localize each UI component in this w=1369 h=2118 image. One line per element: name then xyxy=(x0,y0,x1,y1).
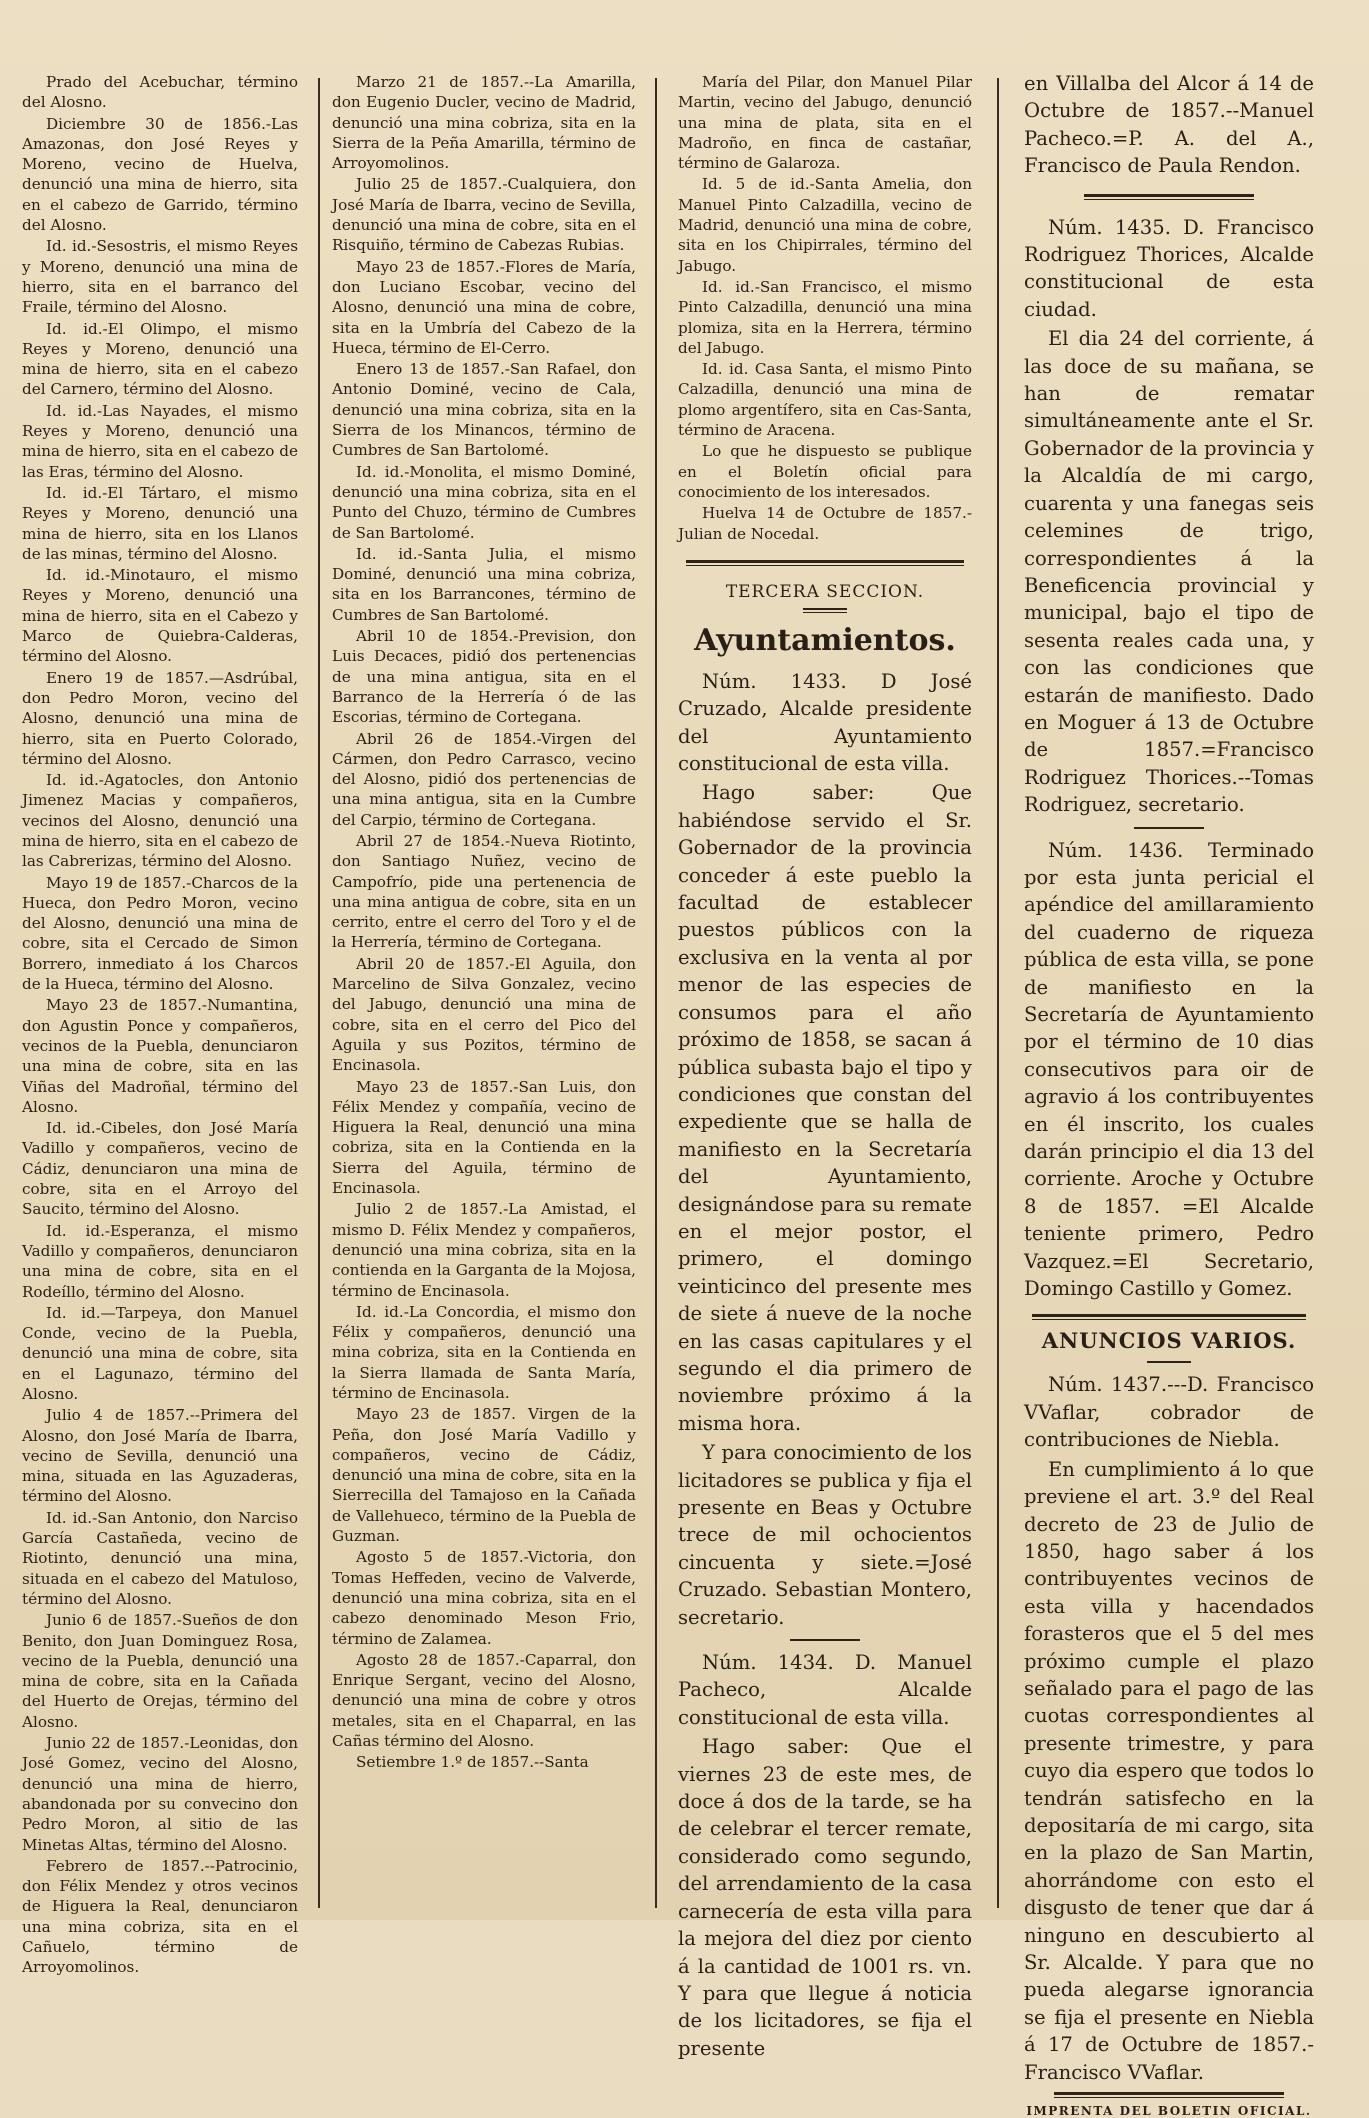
mine-entry: Id. id.-Sesostris, el mismo Reyes y Moreno, denunció una mina de hierro, sita en el barranco del Fraile, término del Alosno. xyxy=(22,237,298,317)
mine-entry: Julio 2 de 1857.-La Amistad, el mismo D. Félix Mendez y compañeros, denunció una mina cobriza, sita en la contienda en la Garganta de la Mojosa, término de Encinasola. xyxy=(332,1200,636,1300)
column-4 xyxy=(1024,70,1314,2118)
divider xyxy=(803,608,847,613)
notice-paragraph: Hago saber: Que habiéndose servido el Sr. Gobernador de la provincia conceder á este pueblo la facultad de establecer puestos públicos con la exclusiva en la venta al por menor de las especies de consumos para el año próximo de 1858, se sacan á pública subasta bajo el tipo y condiciones que constan del expediente que se halla de manifiesto en la Secretaría del Ayuntamiento, designándose para su remate en el mejor postor, el primero, el domingo veinticinco del presente mes de siete á nueve de la noche en las casas capitulares y el segundo el dia primero de noviembre próximo á la misma hora. xyxy=(678,781,972,1435)
notice-paragraph: en Villalba del Alcor á 14 de Octubre de 1857.--Manuel Pacheco.=P. A. del A., Francisco de Paula Rendon. xyxy=(1024,72,1314,178)
mine-entry: Mayo 23 de 1857.-Numantina, don Agustin Ponce y compañeros, vecinos de la Puebla, denunciaron una mina de cobre, sita en las Viñas del Madroñal, término del Alosno. xyxy=(22,996,298,1116)
section-divider xyxy=(1032,1314,1306,1320)
mine-entry: Setiembre 1.º de 1857.--Santa xyxy=(356,1753,589,1772)
mine-entry: Id. id.-Agatocles, don Antonio Jimenez Macias y compañeros, vecinos del Alosno, denunció una mina de hierro, sita en el cabezo de las Cabrerizas, término del Alosno. xyxy=(22,771,298,871)
mine-entry: Id. id.-Las Nayades, el mismo Reyes y Moreno, denunció una mina de hierro, sita en el cabezo de las Eras, término del Alosno. xyxy=(22,401,298,481)
column-divider xyxy=(655,78,657,1908)
notice-paragraph: Hago saber: Que el viernes 23 de este mes, de doce á dos de la tarde, se ha de celebrar el tercer remate, considerado como segundo, del arrendamiento de la casa carnecería de esta villa para la mejora del diez por ciento á la cantidad de 1001 rs. vn. Y para que llegue á noticia de los licitadores, se fija el presente xyxy=(678,1735,972,2060)
anuncios-heading: ANUNCIOS VARIOS. xyxy=(1041,1328,1297,1354)
notice-paragraph: Núm. 1436. Terminado por esta junta pericial el apéndice del amillaramiento del cuaderno de riqueza pública de esta villa, se pone de manifiesto en la Secretaría de Ayuntamiento por el término de 10 dias consecutivos para oir de agravio á los contribuyentes en él inscrito, los cuales darán principio el dia 13 del corriente. Aroche y Octubre 8 de 1857. =El Alcalde teniente primero, Pedro Vazquez.=El Secretario, Domingo Castillo y Gomez. xyxy=(1024,838,1314,1301)
mine-entry: Abril 27 de 1854.-Nueva Riotinto, don Santiago Nuñez, vecino de Campofrío, pide una pertenencia de una mina antigua de cobre, sita en un cerrito, entre el cerro del Toro y el de la Herrería, término de Cortegana. xyxy=(332,831,636,952)
divider xyxy=(1134,827,1204,829)
column-3 xyxy=(678,72,972,2060)
column-1 xyxy=(22,72,298,1977)
mine-entry: Enero 19 de 1857.—Asdrúbal, don Pedro Moron, vecino del Alosno, denunció una mina de hierro, sita en Puerto Colorado, término del Alosno. xyxy=(22,668,298,768)
mine-entry: Julio 25 de 1857.-Cualquiera, don José María de Ibarra, vecino de Sevilla, denunció una mina de cobre, sita en el Risquiño, término de Cabezas Rubias. xyxy=(332,175,636,255)
mine-entry: Id. id.-Esperanza, el mismo Vadillo y compañeros, denunciaron una mina de cobre, sita en el Rodeíllo, término del Alosno. xyxy=(22,1221,298,1301)
mine-entry: Mayo 19 de 1857.-Charcos de la Hueca, don Pedro Moron, vecino del Alosno, denunció una mina de cobre, sita el Cercado de Simon Borrero, inmediato á los Charcos de la Hueca, término del Alosno. xyxy=(22,873,298,994)
divider xyxy=(790,1639,860,1641)
mine-entry: Id. id. Casa Santa, el mismo Pinto Calzadilla, denunció una mina de plomo argentífero, sita en Cas-Santa, término de Aracena. xyxy=(678,360,972,440)
notice-paragraph: Núm. 1433. D José Cruzado, Alcalde presidente del Ayuntamiento constitucional de esta villa. xyxy=(678,669,972,776)
mine-entry: Abril 20 de 1857.-El Aguila, don Marcelino de Silva Gonzalez, vecino del Jabugo, denunció una mina de cobre, sita en el cerro del Pico del Aguila y sus Pozitos, término de Encinasola. xyxy=(332,954,636,1075)
mine-entry: Id. 5 de id.-Santa Amelia, don Manuel Pinto Calzadilla, vecino de Madrid, denunció una mina de cobre, sita en los Chipirrales, término del Jabugo. xyxy=(678,175,972,275)
mine-entry: Id. id.-El Olimpo, el mismo Reyes y Moreno, denunció una mina de hierro, sita en el cabezo del Carnero, término del Alosno. xyxy=(22,319,298,399)
mine-entry: Id. id.—Tarpeya, don Manuel Conde, vecino de la Puebla, denunció una mina de cobre, sita en el Lagunazo, término del Alosno. xyxy=(22,1303,298,1403)
section-divider xyxy=(1084,194,1254,200)
section-title: TERCERA SECCION. xyxy=(725,581,925,602)
mine-entry: Id. id.-Santa Julia, el mismo Dominé, denunció una mina cobriza, sita en los Barrancones, término de Cumbres de San Bartolomé. xyxy=(332,544,636,624)
mine-entry: Prado del Acebuchar, término del Alosno. xyxy=(22,73,298,112)
mine-entry: Abril 10 de 1854.-Prevision, don Luis Decaces, pidió dos pertenencias de una mina antigua, sita en el Barranco de la Herrería ó de las Escorias, término de Cortegana. xyxy=(332,627,636,727)
notice-paragraph: Núm. 1437.---D. Francisco VVaflar, cobrador de contribuciones de Niebla. xyxy=(1024,1373,1314,1452)
notice-paragraph: Núm. 1434. D. Manuel Pacheco, Alcalde constitucional de esta villa. xyxy=(678,1651,972,1729)
mine-entry: Diciembre 30 de 1856.-Las Amazonas, don José Reyes y Moreno, vecino de Huelva, denunció una mina de hierro, sita en el cabezo de Garrido, término del Alosno. xyxy=(22,114,298,235)
mine-entry: Julio 4 de 1857.--Primera del Alosno, don José María de Ibarra, vecino de Sevilla, denunció una mina, situada en las Aguzaderas, término del Alosno. xyxy=(22,1406,298,1506)
mine-entry: Mayo 23 de 1857.-San Luis, don Félix Mendez y compañía, vecino de Higuera la Real, denunció una mina cobriza, sita en la Contienda en la Sierra del Aguila, término de Encinasola. xyxy=(332,1077,636,1198)
mine-entry: Id. id.-La Concordia, el mismo don Félix y compañeros, denunció una mina cobriza, sita en la Contienda en la Sierra llamada de Santa María, término de Encinasola. xyxy=(332,1302,636,1402)
mine-entry: Marzo 21 de 1857.--La Amarilla, don Eugenio Ducler, vecino de Madrid, denunció una mina cobriza, sita en la Sierra de la Peña Amarilla, término de Arroyomolinos. xyxy=(332,73,636,173)
notice-paragraph: Y para conocimiento de los licitadores se publica y fija el presente en Beas y Octubre trece de mil ochocientos cincuenta y siete.=José Cruzado. Sebastian Montero, secretario. xyxy=(678,1441,972,1629)
mine-entry: Id. id.-El Tártaro, el mismo Reyes y Moreno, denunció una mina de hierro, sita en los Llanos de las minas, término del Alosno. xyxy=(22,483,298,563)
mine-entry: María del Pilar, don Manuel Pilar Martin, vecino del Jabugo, denunció una mina de plata, sita en el Madroño, en finca de castañar, término de Galaroza. xyxy=(678,73,972,173)
mine-entry: Febrero de 1857.--Patrocinio, don Félix Mendez y otros vecinos de Higuera la Real, denunciaron una mina cobriza, sita en el Cañuelo, término de Arroyomolinos. xyxy=(22,1856,298,1977)
notice-paragraph: El dia 24 del corriente, á las doce de su mañana, se han de rematar simultáneamente ante el Sr. Gobernador de la provincia y la Alcaldía de mi cargo, cuarenta y una fanegas seis celemines de trigo, correspondientes á la Beneficencia provincial y municipal, bajo el tipo de sesenta reales cada una, y con las condiciones que estarán de manifiesto. Dado en Moguer á 13 de Octubre de 1857.=Francisco Rodriguez Thorices.--Tomas Rodriguez, secretario. xyxy=(1024,327,1314,817)
mine-entry: Junio 6 de 1857.-Sueños de don Benito, don Juan Dominguez Rosa, vecino de la Puebla, denunció una mina de cobre, sita en la Cañada del Huerto de Orejas, término del Alosno. xyxy=(22,1611,298,1731)
footer-divider xyxy=(1054,2092,1284,2098)
notice-paragraph: Núm. 1435. D. Francisco Rodriguez Thorices, Alcalde constitucional de esta ciudad. xyxy=(1024,215,1314,321)
mine-entry: Id. id.-Cibeles, don José María Vadillo y compañeros, vecino de Cádiz, denunciaron una mina de cobre, sita en el Arroyo del Saucito, término del Alosno. xyxy=(22,1119,298,1219)
mine-entry: Mayo 23 de 1857. Virgen de la Peña, don José María Vadillo y compañeros, vecino de Cádiz, denunció una mina de cobre, sita en la Sierrecilla del Tamajoso en la Cañada de Vallehueco, término de la Puebla de Guzman. xyxy=(332,1405,636,1546)
ayuntamientos-heading: Ayuntamientos. xyxy=(694,622,956,658)
mine-entry: Id. id.-Monolita, el mismo Dominé, denunció una mina cobriza, sita en el Punto del Chuzo, término de Cumbres de San Bartolomé. xyxy=(332,462,636,542)
mine-entry: Agosto 28 de 1857.-Caparral, don Enrique Sergant, vecino del Alosno, denunció una mina de cobre y otros metales, sita en el Chaparral, en las Cañas término del Alosno. xyxy=(332,1650,636,1751)
mine-entry: Junio 22 de 1857.-Leonidas, don José Gomez, vecino del Alosno, denunció una mina de hierro, abandonada por su convecino don Pedro Moron, al sitio de las Minetas Altas, término del Alosno. xyxy=(22,1734,298,1854)
mine-entry: Huelva 14 de Octubre de 1857.-Julian de Nocedal. xyxy=(678,504,972,543)
mine-entry: Agosto 5 de 1857.-Victoria, don Tomas Heffeden, vecino de Valverde, denunció una mina cobriza, sita en el cabezo denominado Meson Frio, término de Zalamea. xyxy=(332,1548,636,1648)
mine-entry: Mayo 23 de 1857.-Flores de María, don Luciano Escobar, vecino del Alosno, denunció una mina de cobre, sita en la Umbría del Cabezo de la Hueca, término de El-Cerro. xyxy=(332,257,636,357)
mine-entry: Id. id.-Minotauro, el mismo Reyes y Moreno, denunció una mina de hierro, sita en el Cabezo y Marco de Quiebra-Calderas, término del Alosno. xyxy=(22,566,298,666)
mine-entry: Id. id.-San Antonio, don Narciso García Castañeda, vecino de Riotinto, denunció una mina, situada en el cabezo del Matuloso, término del Alosno. xyxy=(22,1508,298,1608)
mine-entry: Lo que he dispuesto se publique en el Boletín oficial para conocimiento de los interesados. xyxy=(678,442,972,501)
notice-paragraph: En cumplimiento á lo que previene el art. 3.º del Real decreto de 23 de Julio de 1850, hago saber á los contribuyentes vecinos de esta villa y hacendados forasteros que el 5 del mes próximo cumple el plazo señalado para el pago de las cuotas correspondientes al presente trimestre, y para cuyo dia espero que todos lo tendrán satisfecho en la depositaría de mi cargo, sita en la plazo de San Martin, ahorrándome con esto el disgusto de tener que dar á ninguno en descubierto al Sr. Alcalde. Y para que no pueda alegarse ignorancia se fija el presente en Niebla á 17 de Octubre de 1857.-Francisco VVaflar. xyxy=(1024,1457,1314,2084)
column-2 xyxy=(332,72,636,1902)
column-divider xyxy=(318,78,320,1908)
column-divider xyxy=(997,78,999,1908)
mine-entry: Id. id.-San Francisco, el mismo Pinto Calzadilla, denunció una mina plomiza, sita en la Herrera, término del Jabugo. xyxy=(678,277,972,357)
divider xyxy=(1147,1361,1191,1363)
mine-entry: Enero 13 de 1857.-San Rafael, don Antonio Dominé, vecino de Cala, denunció una mina cobriza, sita en la Sierra de los Minancos, término de Cumbres de San Bartolomé. xyxy=(332,360,636,460)
mine-entry: Abril 26 de 1854.-Virgen del Cármen, don Pedro Carrasco, vecino del Alosno, pidió dos pertenencias de una mina antigua, sita en la Cumbre del Carpio, término de Cortegana. xyxy=(332,729,636,829)
printer-imprint: IMPRENTA DEL BOLETIN OFICIAL. xyxy=(1026,2104,1312,2118)
section-divider xyxy=(686,560,964,566)
